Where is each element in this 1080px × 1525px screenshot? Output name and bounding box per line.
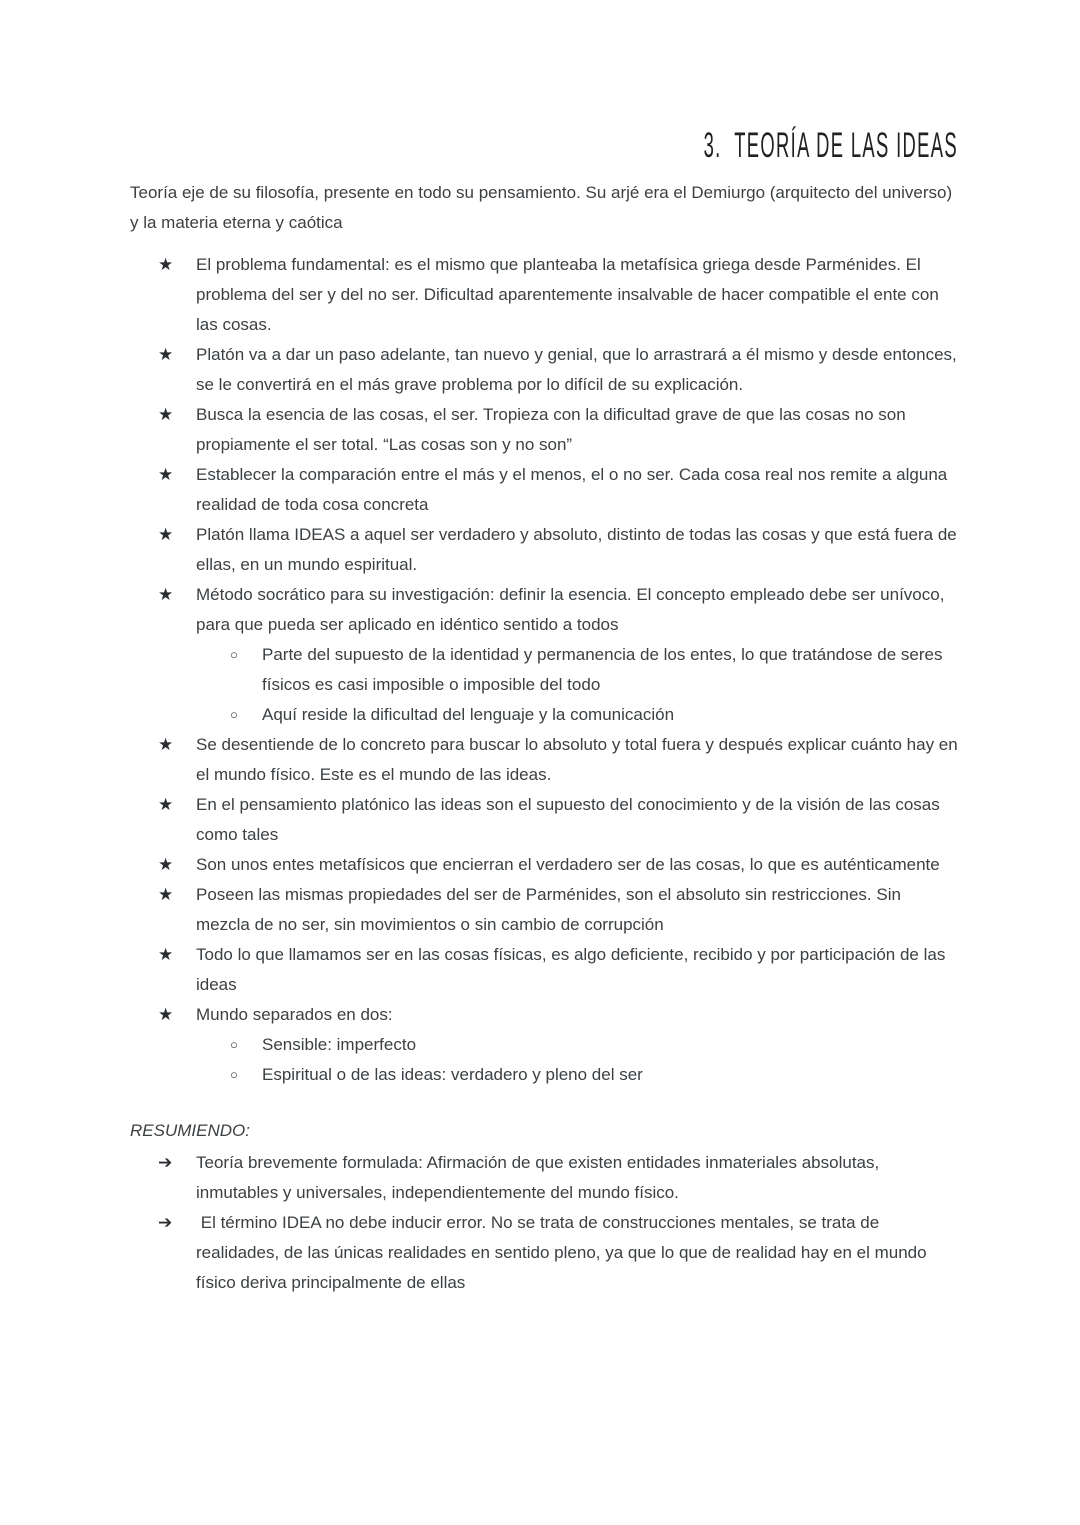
bullet-item-text: Poseen las mismas propiedades del ser de Parménides, son el absoluto sin restricciones. Sin mezcla de no ser, sin movimientos o sin cambio de corrupción <box>196 885 906 934</box>
bullet-marker-icon: ★ <box>158 585 174 604</box>
bullet-marker-icon: ○ <box>230 1067 238 1082</box>
main-bullet-list <box>130 250 963 1090</box>
bullet-item-text: Se desentiende de lo concreto para buscar lo absoluto y total fuera y después explicar cuánto hay en el mundo físico. Este es el mundo de las ideas. <box>196 735 963 784</box>
bullet-item <box>130 400 958 460</box>
summary-item-text: El término IDEA no debe inducir error. No se trata de construcciones mentales, se trata de realidades, de las únicas realidades en sentido pleno, ya que lo que de realidad hay en el mundo físico deriva principalmente de ellas <box>196 1213 932 1292</box>
arrow-marker-icon: ➔ <box>158 1213 173 1232</box>
bullet-item <box>130 580 958 640</box>
summary-item-text: Teoría brevemente formulada: Afirmación de que existen entidades inmateriales absolutas, inmutables y universales, independientemente del mundo físico. <box>196 1153 884 1202</box>
bullet-marker-icon: ★ <box>158 525 174 544</box>
bullet-marker-icon: ★ <box>158 855 174 874</box>
page-title: 3. TEORÍA DE LAS IDEAS <box>703 125 958 166</box>
bullet-marker-icon: ★ <box>158 885 174 904</box>
bullet-item-text: Mundo separados en dos: <box>196 1005 393 1024</box>
bullet-item-text: Todo lo que llamamos ser en las cosas físicas, es algo deficiente, recibido y por participación de las ideas <box>196 945 951 994</box>
bullet-item <box>130 1000 958 1030</box>
bullet-item <box>130 790 958 850</box>
bullet-marker-icon: ★ <box>158 735 174 754</box>
bullet-item <box>130 1060 958 1090</box>
bullet-item <box>130 460 958 520</box>
bullet-marker-icon: ★ <box>158 345 174 364</box>
bullet-item-text: El problema fundamental: es el mismo que planteaba la metafísica griega desde Parménides. El problema del ser y del no ser. Dificultad aparentemente insalvable de hacer compatible el ente con las cosas. <box>196 255 944 334</box>
bullet-marker-icon: ★ <box>158 405 174 424</box>
bullet-item-text: Busca la esencia de las cosas, el ser. Tropieza con la dificultad grave de que las cosas no son propiamente el ser total. “Las cosas son y no son” <box>196 405 911 454</box>
bullet-marker-icon: ★ <box>158 465 174 484</box>
bullet-item-text: Son unos entes metafísicos que encierran el verdadero ser de las cosas, lo que es auténticamente <box>196 855 940 874</box>
bullet-marker-icon: ★ <box>158 945 174 964</box>
bullet-marker-icon: ○ <box>230 1037 238 1052</box>
bullet-item <box>130 700 958 730</box>
bullet-item-text: Método socrático para su investigación: definir la esencia. El concepto empleado debe ser unívoco, para que pueda ser aplicado en idéntico sentido a todos <box>196 585 950 634</box>
bullet-item <box>130 850 958 880</box>
bullet-item <box>130 250 958 340</box>
bullet-item-text: Sensible: imperfecto <box>262 1035 417 1054</box>
bullet-item-text: Establecer la comparación entre el más y el menos, el o no ser. Cada cosa real nos remite a alguna realidad de toda cosa concreta <box>196 465 952 514</box>
bullet-item <box>130 640 958 700</box>
bullet-item <box>130 940 958 1000</box>
bullet-item-text: Espiritual o de las ideas: verdadero y pleno del ser <box>262 1065 643 1084</box>
summary-item <box>130 1148 958 1208</box>
bullet-item <box>130 340 962 400</box>
bullet-marker-icon: ○ <box>230 647 238 662</box>
bullet-item <box>130 730 963 790</box>
bullet-marker-icon: ★ <box>158 795 174 814</box>
bullet-marker-icon: ★ <box>158 1005 174 1024</box>
summary-list <box>130 1148 958 1298</box>
bullet-item-text: Parte del supuesto de la identidad y permanencia de los entes, lo que tratándose de seres físicos es casi imposible o imposible del todo <box>262 645 948 694</box>
bullet-item-text: Platón llama IDEAS a aquel ser verdadero y absoluto, distinto de todas las cosas y que está fuera de ellas, en un mundo espiritual. <box>196 525 962 574</box>
summary-item <box>130 1208 958 1298</box>
arrow-marker-icon: ➔ <box>158 1153 173 1172</box>
bullet-item-text: Aquí reside la dificultad del lenguaje y la comunicación <box>262 705 675 724</box>
bullet-marker-icon: ★ <box>158 255 174 274</box>
bullet-marker-icon: ○ <box>230 707 238 722</box>
bullet-item-text: En el pensamiento platónico las ideas son el supuesto del conocimiento y de la visión de las cosas como tales <box>196 795 945 844</box>
summary-heading: RESUMIENDO: <box>130 1121 250 1140</box>
bullet-item-text: Platón va a dar un paso adelante, tan nuevo y genial, que lo arrastrará a él mismo y desde entonces, se le convertirá en el más grave problema por lo difícil de su explicación. <box>196 345 962 394</box>
bullet-item <box>130 880 958 940</box>
bullet-item <box>130 1030 958 1060</box>
bullet-item <box>130 520 962 580</box>
intro-paragraph: Teoría eje de su filosofía, presente en todo su pensamiento. Su arjé era el Demiurgo (arquitecto del universo) y la materia eterna y caótica <box>130 183 953 232</box>
